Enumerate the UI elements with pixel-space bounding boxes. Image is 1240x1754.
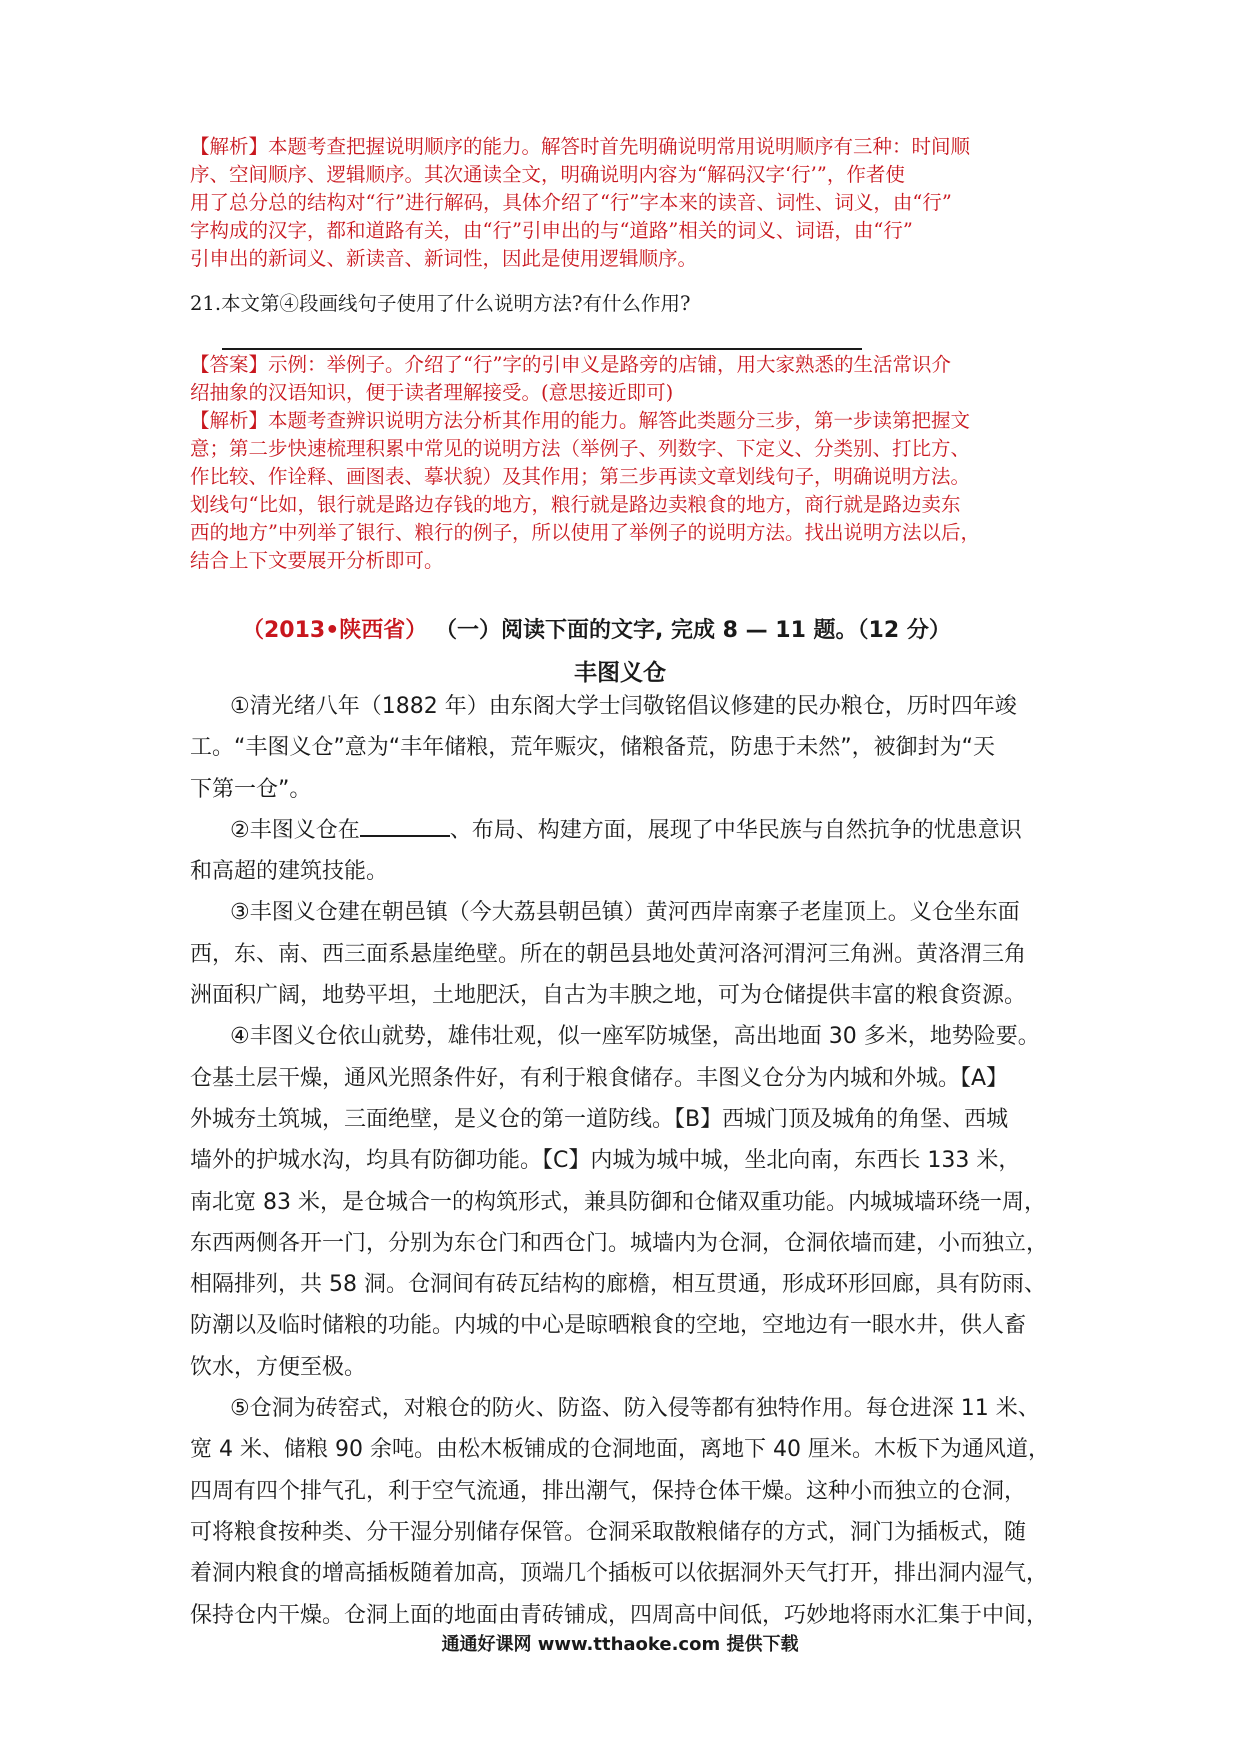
answer-line: 绍抽象的汉语知识，便于读者理解接受。(意思接近即可) xyxy=(190,381,674,404)
paragraph-4 xyxy=(190,1016,1070,1388)
passage-line: ⑤仓洞为砖窑式，对粮仓的防火、防盗、防入侵等都有独特作用。每仓进深 11 米、 xyxy=(230,1396,1040,1422)
p2-text-after: 、布局、构建方面，展现了中华民族与自然抗争的忧患意识 xyxy=(449,817,1022,843)
page-footer: 通通好课网 www.tthaoke.com 提供下载 xyxy=(441,1634,799,1655)
analysis-line: 划线句“比如，银行就是路边存钱的地方，粮行就是路边卖粮食的地方，商行就是路边卖东 xyxy=(190,493,961,516)
passage-line: ④丰图义仓依山就势，雄伟壮观，似一座军防城堡，高出地面 30 多米，地势险要。 xyxy=(230,1024,1040,1050)
analysis-line: 西的地方”中列举了银行、粮行的例子，所以使用了举例子的说明方法。找出说明方法以后， xyxy=(190,521,980,544)
passage-title: 丰图义仓 xyxy=(574,660,666,686)
section-source: （2013•陕西省） xyxy=(242,618,428,643)
passage-line xyxy=(190,810,1070,851)
paragraph-3 xyxy=(190,892,1070,1016)
section-instruction: （一）阅读下面的文字, 完成 8 — 11 题。（12 分） xyxy=(434,618,951,643)
analysis-line: 字构成的汉字，都和道路有关，由“行”引申出的与“道路”相关的词义、词语，由“行” xyxy=(190,219,913,242)
analysis-line: 意；第二步快速梳理积累中常见的说明方法（举例子、列数字、下定义、分类别、打比方、 xyxy=(190,437,971,460)
passage-line: 洲面积广阔，地势平坦，土地肥沃，自古为丰腴之地，可为仓储提供丰富的粮食资源。 xyxy=(190,983,1027,1009)
passage-line: 四周有四个排气孔，利于空气流通，排出潮气，保持仓体干燥。这种小而独立的仓洞， xyxy=(190,1478,1027,1504)
passage-line: ③丰图义仓建在朝邑镇（今大荔县朝邑镇）黄河西岸南寨子老崖顶上。义仓坐东面 xyxy=(230,900,1020,926)
analysis-line: 作比较、作诠释、画图表、摹状貌）及其作用；第三步再读文章划线句子，明确说明方法。 xyxy=(190,465,971,488)
analysis-block-1 xyxy=(190,133,1070,273)
passage-line: 可将粮食按种类、分干湿分别储存保管。仓洞采取散粮储存的方式，洞门为插板式，随 xyxy=(190,1519,1027,1545)
analysis-line: 用了总分总的结构对“行”进行解码，具体介绍了“行”字本来的读音、词性、词义，由“行” xyxy=(190,191,952,214)
p2-text-before: ②丰图义仓在 xyxy=(230,817,360,843)
fill-in-blank xyxy=(360,815,450,837)
passage-line: 南北宽 83 米，是仓城合一的构筑形式，兼具防御和仓储双重功能。内城城墙环绕一周， xyxy=(190,1189,1046,1215)
answer-line: 【答案】示例：举例子。介绍了“行”字的引申义是路旁的店铺，用大家熟悉的生活常识介 xyxy=(190,353,951,376)
analysis-line: 【解析】本题考查辨识说明方法分析其作用的能力。解答此类题分三步，第一步读第把握文 xyxy=(190,409,971,432)
section-heading xyxy=(242,613,951,644)
passage-line: 墙外的护城水沟，均具有防御功能。【C】内城为城中城，坐北向南，东西长 133 米， xyxy=(190,1148,1021,1174)
passage-line: 下第一仓”。 xyxy=(190,776,312,802)
analysis-line: 【解析】本题考查把握说明顺序的能力。解答时首先明确说明常用说明顺序有三种：时间顺 xyxy=(190,135,971,158)
answer-block-21 xyxy=(190,351,1070,407)
question-21: 21.本文第④段画线句子使用了什么说明方法?有什么作用? xyxy=(190,292,691,315)
paragraph-5 xyxy=(190,1388,1070,1636)
passage-line: 工。“丰图义仓”意为“丰年储粮，荒年赈灾，储粮备荒，防患于未然”，被御封为“天 xyxy=(190,735,995,761)
passage-line: ①清光绪八年（1882 年）由东阁大学士闫敬铭倡议修建的民办粮仓，历时四年竣 xyxy=(230,694,1017,719)
paragraph-1 xyxy=(190,686,1070,810)
passage-line: 东西两侧各开一门，分别为东仓门和西仓门。城墙内为仓洞，仓洞依墙而建，小而独立， xyxy=(190,1230,1049,1256)
passage-line: 防潮以及临时储粮的功能。内城的中心是晾晒粮食的空地，空地边有一眼水井，供人畜 xyxy=(190,1313,1027,1339)
analysis-line: 序、空间顺序、逻辑顺序。其次通读全文，明确说明内容为“解码汉字‘行’”，作者使 xyxy=(190,163,905,186)
passage-line: 宽 4 米、储粮 90 余吨。由松木板铺成的仓洞地面，离地下 40 厘米。木板下为通风道， xyxy=(190,1437,1050,1463)
paragraph-2 xyxy=(190,810,1070,893)
passage-line: 着洞内粮食的增高插板随着加高，顶端几个插板可以依据洞外天气打开，排出洞内湿气， xyxy=(190,1561,1049,1587)
passage-line: 饮水，方便至极。 xyxy=(190,1354,367,1380)
analysis-line: 引申出的新词义、新读音、新词性，因此是使用逻辑顺序。 xyxy=(190,247,698,270)
analysis-block-21 xyxy=(190,407,1070,575)
passage-line: 保持仓内干燥。仓洞上面的地面由青砖铺成，四周高中间低，巧妙地将雨水汇集于中间， xyxy=(190,1602,1049,1628)
passage-line: 和高超的建筑技能。 xyxy=(190,859,389,885)
passage-line: 相隔排列，共 58 洞。仓洞间有砖瓦结构的廊檐，相互贯通，形成环形回廊，具有防雨、 xyxy=(190,1272,1046,1298)
passage-line: 西，东、南、西三面系悬崖绝壁。所在的朝邑县地处黄河洛河渭河三角洲。黄洛渭三角 xyxy=(190,941,1027,967)
passage-line: 仓基土层干燥，通风光照条件好，有利于粮食储存。丰图义仓分为内城和外城。【A】 xyxy=(190,1065,1009,1091)
passage-body xyxy=(190,686,1070,1636)
answer-blank-line xyxy=(222,348,862,350)
analysis-line: 结合上下文要展开分析即可。 xyxy=(190,549,444,572)
passage-line: 外城夯土筑城，三面绝壁，是义仓的第一道防线。【B】西城门顶及城角的角堡、西城 xyxy=(190,1106,1009,1132)
